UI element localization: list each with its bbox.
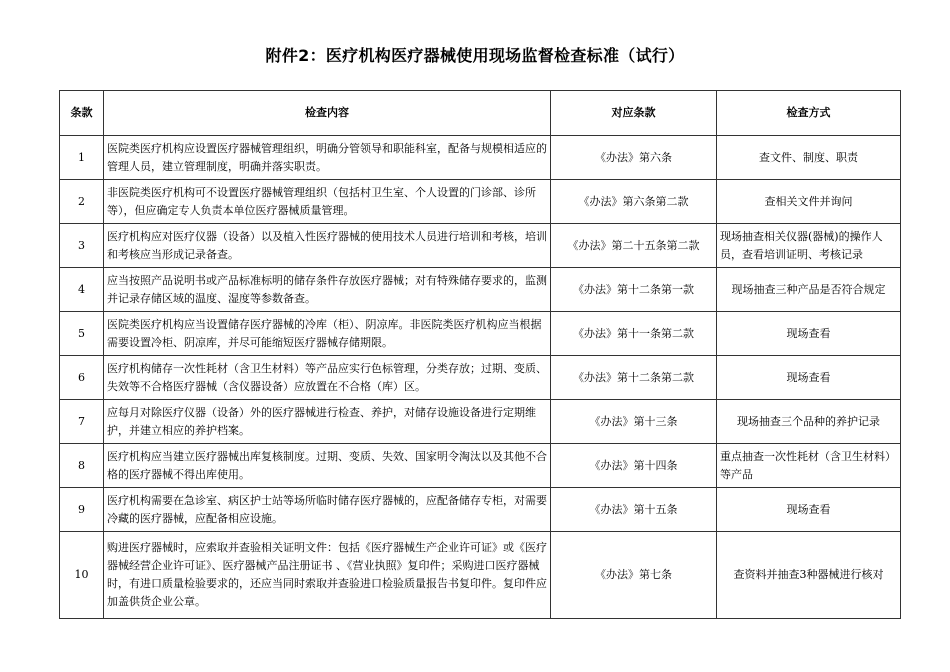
row-method: 现场抽查三个品种的养护记录 xyxy=(717,400,901,444)
row-article: 《办法》第十四条 xyxy=(551,444,717,488)
table-row xyxy=(60,268,901,312)
row-content: 应当按照产品说明书或产品标准标明的储存条件存放医疗器械；对有特殊储存要求的，监测并记录存储区域的温度、湿度等参数备查。 xyxy=(104,268,551,312)
row-content: 医疗机构需要在急诊室、病区护士站等场所临时储存医疗器械的，应配备储存专柜，对需要冷藏的医疗器械，应配备相应设施。 xyxy=(104,488,551,532)
row-article: 《办法》第二十五条第二款 xyxy=(551,224,717,268)
table-row xyxy=(60,488,901,532)
row-no: 10 xyxy=(60,532,104,619)
row-method: 查相关文件并询问 xyxy=(717,180,901,224)
row-no: 7 xyxy=(60,400,104,444)
column-header-method: 检查方式 xyxy=(717,91,901,136)
row-article: 《办法》第十二条第一款 xyxy=(551,268,717,312)
row-method: 现场抽查三种产品是否符合规定 xyxy=(717,268,901,312)
table-row xyxy=(60,312,901,356)
row-content: 医院类医疗机构应设置医疗器械管理组织，明确分管领导和职能科室，配备与规模相适应的管理人员，建立管理制度，明确并落实职责。 xyxy=(104,136,551,180)
row-content: 医疗机构应对医疗仪器（设备）以及植入性医疗器械的使用技术人员进行培训和考核，培训和考核应当形成记录备查。 xyxy=(104,224,551,268)
row-method: 现场查看 xyxy=(717,312,901,356)
table-row xyxy=(60,356,901,400)
row-content: 应每月对除医疗仪器（设备）外的医疗器械进行检查、养护，对储存设施设备进行定期维护，并建立相应的养护档案。 xyxy=(104,400,551,444)
row-article: 《办法》第十五条 xyxy=(551,488,717,532)
row-no: 3 xyxy=(60,224,104,268)
row-article: 《办法》第七条 xyxy=(551,532,717,619)
table-row xyxy=(60,400,901,444)
row-no: 6 xyxy=(60,356,104,400)
row-content: 医疗机构应当建立医疗器械出库复核制度。过期、变质、失效、国家明令淘汰以及其他不合格的医疗器械不得出库使用。 xyxy=(104,444,551,488)
column-header-article: 对应条款 xyxy=(551,91,717,136)
table-row xyxy=(60,444,901,488)
row-method: 现场查看 xyxy=(717,356,901,400)
row-no: 2 xyxy=(60,180,104,224)
row-content: 医院类医疗机构应当设置储存医疗器械的冷库（柜）、阴凉库。非医院类医疗机构应当根据需要设置冷柜、阴凉库，并尽可能缩短医疗器械存储期限。 xyxy=(104,312,551,356)
row-article: 《办法》第十一条第二款 xyxy=(551,312,717,356)
column-header-no: 条款 xyxy=(60,91,104,136)
inspection-standard-table xyxy=(59,90,901,619)
row-method: 查资料并抽查3种器械进行核对 xyxy=(717,532,901,619)
row-article: 《办法》第六条第二款 xyxy=(551,180,717,224)
row-no: 5 xyxy=(60,312,104,356)
row-no: 1 xyxy=(60,136,104,180)
row-no: 9 xyxy=(60,488,104,532)
row-content: 医疗机构储存一次性耗材（含卫生材料）等产品应实行色标管理，分类存放；过期、变质、失效等不合格医疗器械（含仪器设备）应放置在不合格（库）区。 xyxy=(104,356,551,400)
row-content: 购进医疗器械时，应索取并查验相关证明文件：包括《医疗器械生产企业许可证》或《医疗器械经营企业许可证》、医疗器械产品注册证书 、《营业执照》复印件；采购进口医疗器械时，有进口质量检验要求的，还应当同时索取并查验进口检验质量报告书复印件。复印件应加盖供货企业公章。 xyxy=(104,532,551,619)
table-row xyxy=(60,224,901,268)
row-article: 《办法》第十三条 xyxy=(551,400,717,444)
page-title: 附件2：医疗机构医疗器械使用现场监督检查标准（试行） xyxy=(265,46,685,65)
row-article: 《办法》第十二条第二款 xyxy=(551,356,717,400)
table-header-row xyxy=(60,91,901,136)
column-header-content: 检查内容 xyxy=(104,91,551,136)
table-row xyxy=(60,180,901,224)
table-row xyxy=(60,136,901,180)
row-method: 查文件、制度、职责 xyxy=(717,136,901,180)
row-method: 现场抽查相关仪器(器械)的操作人员，查看培训证明、考核记录 xyxy=(717,224,901,268)
row-no: 4 xyxy=(60,268,104,312)
row-method: 重点抽查一次性耗材（含卫生材料）等产品 xyxy=(717,444,901,488)
row-method: 现场查看 xyxy=(717,488,901,532)
row-article: 《办法》第六条 xyxy=(551,136,717,180)
row-content: 非医院类医疗机构可不设置医疗器械管理组织（包括村卫生室、个人设置的门诊部、诊所等），但应确定专人负责本单位医疗器械质量管理。 xyxy=(104,180,551,224)
row-no: 8 xyxy=(60,444,104,488)
table-row xyxy=(60,532,901,619)
